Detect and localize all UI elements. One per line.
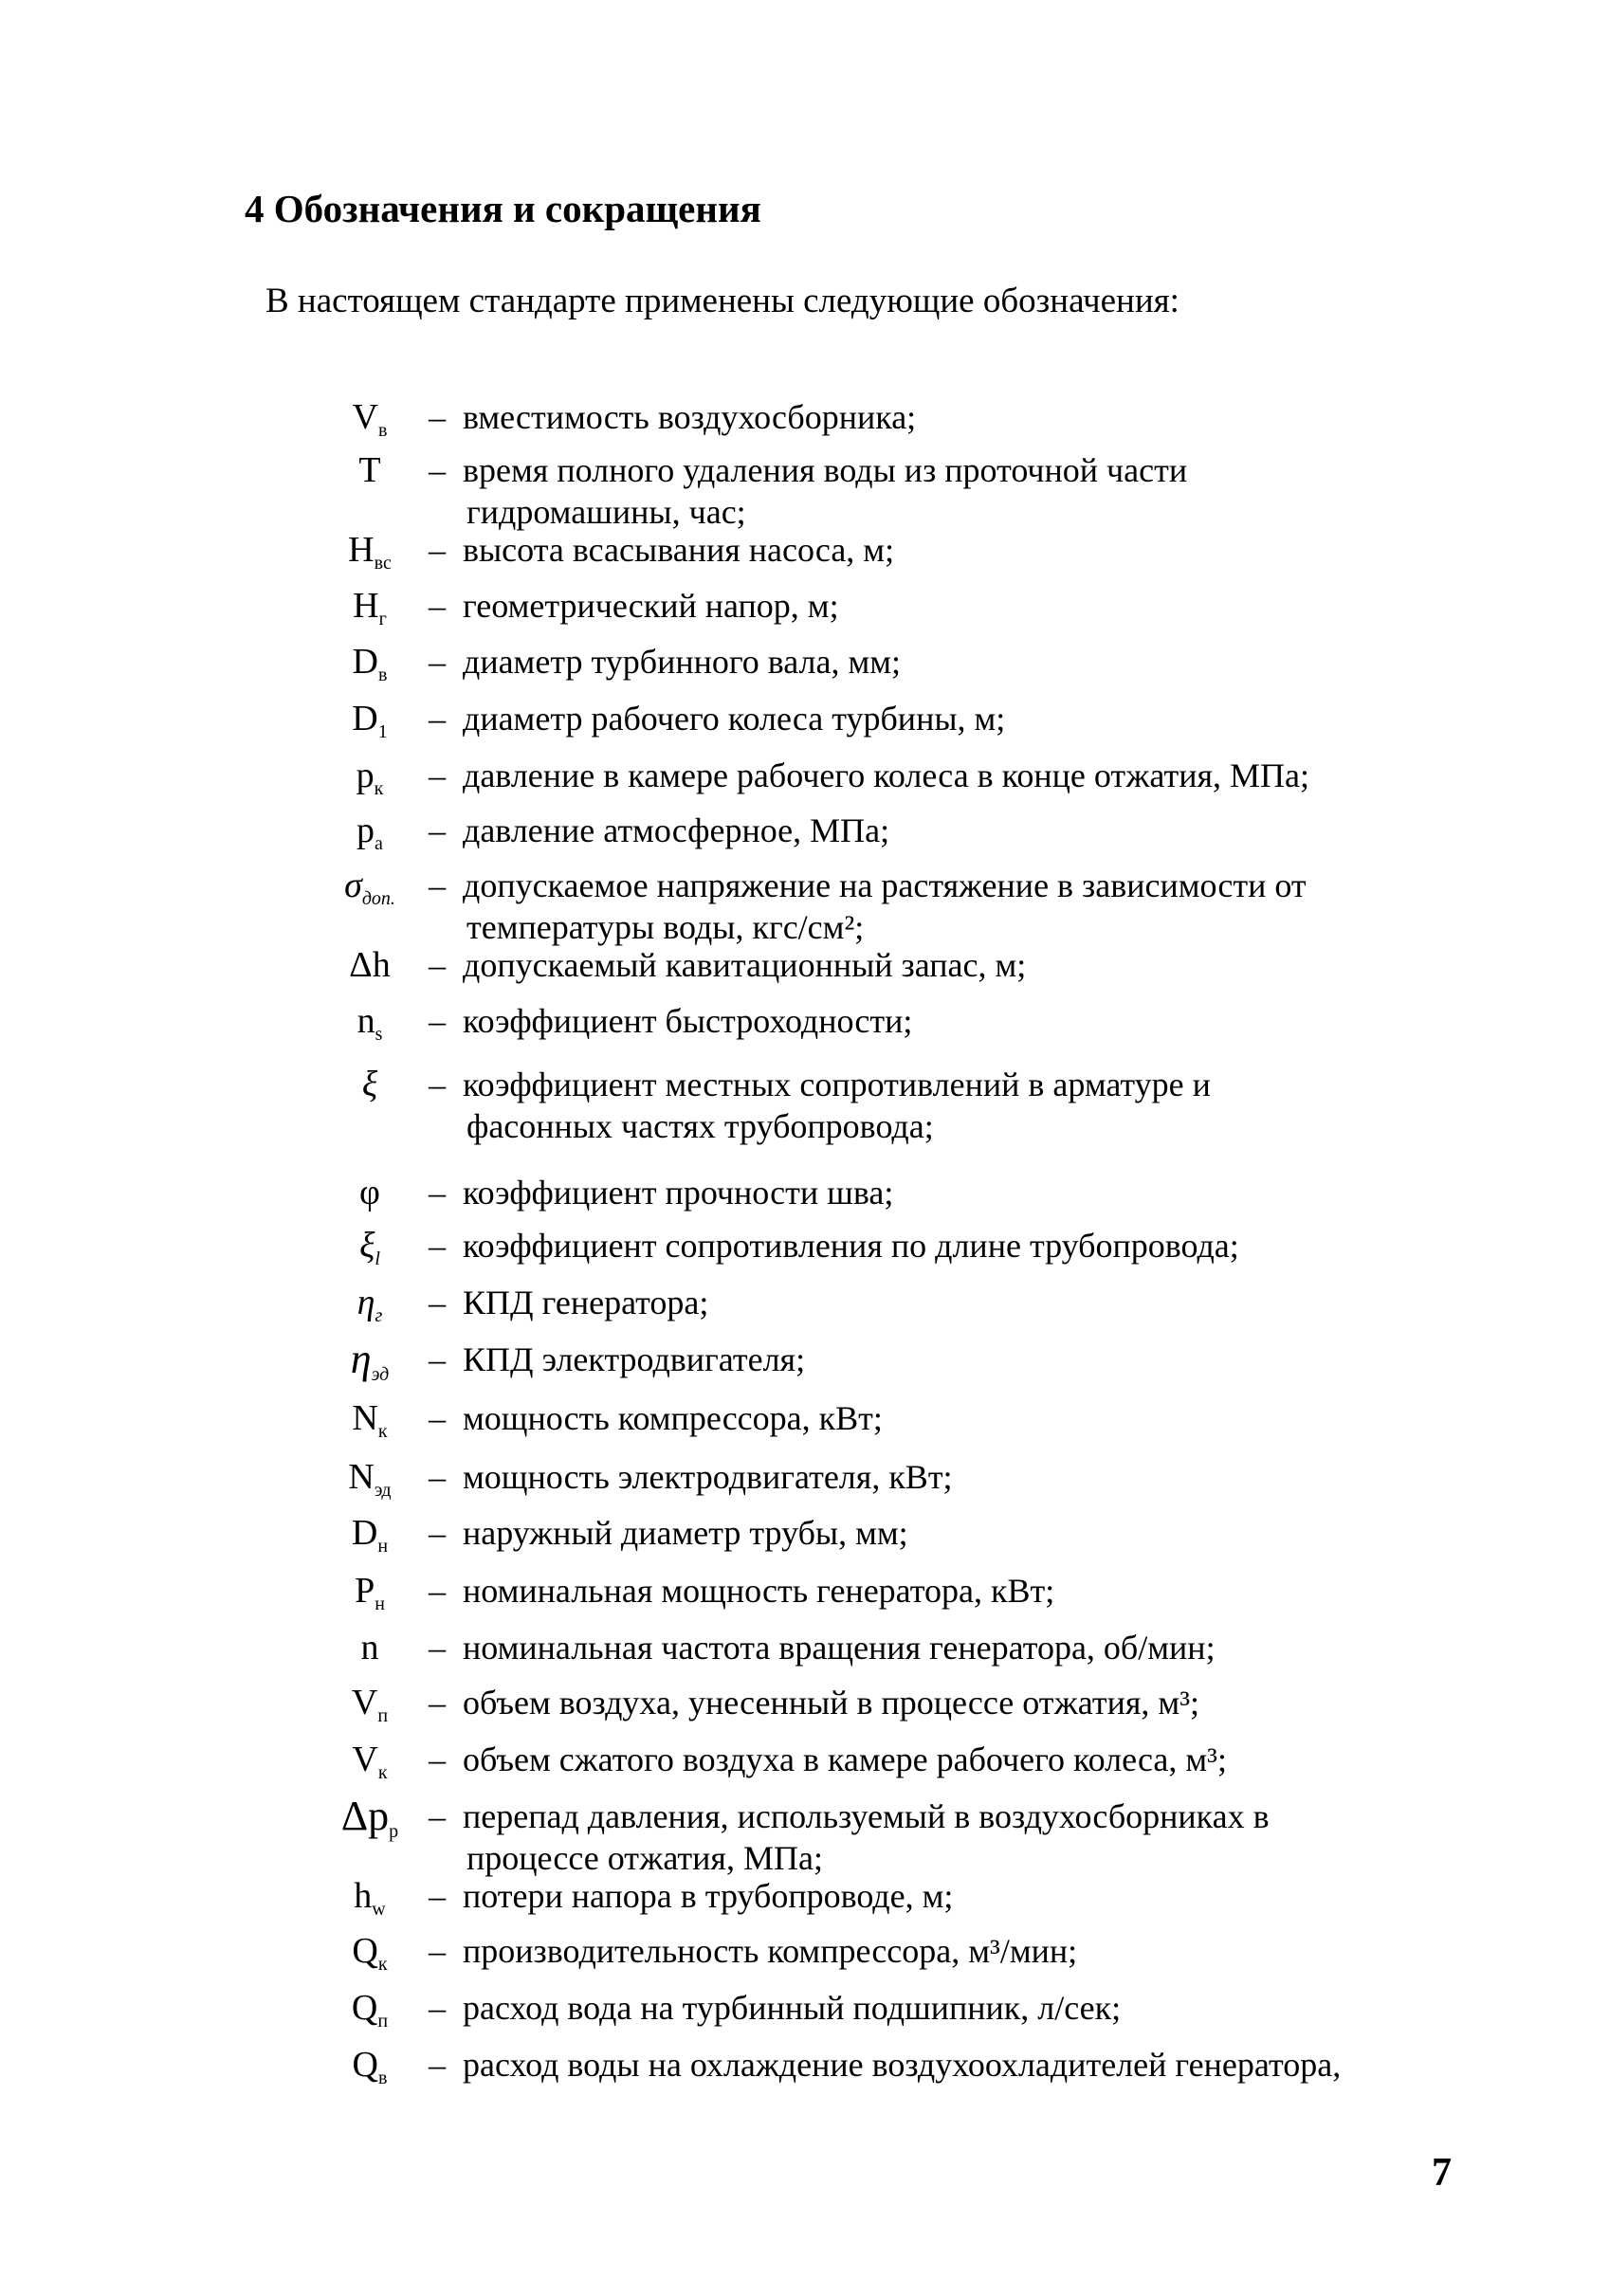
- symbol-definition: [463, 1064, 1468, 1147]
- dash: –: [429, 1797, 446, 1835]
- definition-line: мощность компрессора, кВт;: [463, 1399, 883, 1437]
- dash: –: [429, 1629, 446, 1667]
- dash: –: [429, 1740, 446, 1778]
- definition-line: потери напора в трубопроводе, м;: [463, 1877, 954, 1915]
- dash: –: [429, 1684, 446, 1722]
- symbol-base: V: [352, 1740, 378, 1779]
- definition-line: расход вода на турбинный подшипник, л/сек;: [463, 1989, 1122, 2027]
- definition-line: давление в камере рабочего колеса в конце отжатия, МПа;: [463, 756, 1310, 794]
- symbol-definition: [463, 1875, 1468, 1917]
- symbol-subscript: к: [377, 1421, 388, 1442]
- symbol-subscript: к: [377, 1762, 388, 1783]
- definition-line: коэффициент прочности шва;: [463, 1174, 894, 1212]
- definition-line: коэффициент быстроходности;: [463, 1002, 913, 1040]
- symbol-base: Δh: [349, 945, 391, 985]
- symbol-base: P: [355, 1571, 375, 1611]
- symbol-definition: [463, 1570, 1468, 1612]
- dash: –: [429, 1284, 446, 1321]
- symbol-definition: [463, 1282, 1468, 1323]
- definition-line: перепад давления, используемый в воздухосборниках в: [463, 1797, 1270, 1835]
- symbol-base: H: [353, 586, 379, 626]
- symbol-base: Δp: [340, 1793, 390, 1839]
- symbol-definition: [463, 755, 1468, 796]
- symbol-subscript: s: [375, 1024, 383, 1045]
- symbol-definition: [463, 1000, 1468, 1042]
- symbol-subscript: в: [378, 420, 388, 441]
- symbol-base: n: [357, 1001, 375, 1041]
- dash: –: [429, 1227, 446, 1265]
- definition-line-continued: фасонных частях трубопровода;: [466, 1107, 934, 1145]
- symbol-base: Q: [352, 1931, 378, 1971]
- definition-line: номинальная мощность генератора, кВт;: [463, 1572, 1055, 1610]
- definition-line: расход воды на охлаждение воздухоохладителей генератора,: [463, 2046, 1342, 2084]
- symbol-base: Q: [352, 2045, 378, 2085]
- definition-line: производительность компрессора, м³/мин;: [463, 1932, 1078, 1970]
- symbol-subscript: к: [377, 1954, 388, 1975]
- dash: –: [429, 643, 446, 681]
- dash: –: [429, 398, 446, 436]
- definition-line: объем сжатого воздуха в камере рабочего колеса, м³;: [463, 1740, 1227, 1778]
- symbol-definition: [463, 529, 1468, 571]
- symbol-subscript: п: [377, 2011, 389, 2032]
- dash: –: [429, 700, 446, 738]
- dash: –: [429, 1399, 446, 1437]
- symbol-definition: [463, 944, 1468, 986]
- symbol: [299, 1336, 441, 1385]
- symbol-definition: [463, 1627, 1468, 1668]
- symbol: [299, 755, 441, 799]
- symbol: [299, 449, 441, 491]
- dash: –: [429, 587, 446, 625]
- symbol: [299, 1512, 441, 1557]
- symbol-definition: [463, 449, 1468, 533]
- symbol: [299, 1570, 441, 1612]
- symbol-subscript: п: [377, 1705, 389, 1726]
- symbol-definition: [463, 1987, 1468, 2029]
- dash: –: [429, 1066, 446, 1103]
- symbol-definition: [463, 1682, 1468, 1723]
- dash: –: [429, 1458, 446, 1496]
- dash: –: [429, 1572, 446, 1610]
- symbol-definition: [463, 1739, 1468, 1780]
- symbol-definition: [463, 1795, 1468, 1879]
- definition-line: коэффициент сопротивления по длине трубопровода;: [463, 1227, 1239, 1265]
- symbol-definition: [463, 1512, 1468, 1554]
- symbol: [299, 1225, 441, 1269]
- symbol-base: H: [348, 530, 375, 570]
- symbol-subscript: н: [375, 1594, 385, 1614]
- symbol-subscript: вс: [374, 553, 392, 574]
- symbol: [299, 1456, 441, 1501]
- symbol: [299, 1793, 441, 1842]
- dash: –: [429, 1989, 446, 2027]
- symbol-base: h: [354, 1876, 373, 1916]
- symbol: [299, 529, 441, 574]
- definition-line: допускаемое напряжение на растяжение в зависимости от: [463, 866, 1307, 904]
- symbol-subscript: к: [374, 778, 384, 799]
- symbol: [299, 1397, 441, 1442]
- symbol-base: p: [357, 811, 375, 850]
- symbol-base: σ: [344, 866, 362, 905]
- definition-line-continued: температуры воды, кгс/см²;: [466, 908, 865, 946]
- symbol-subscript: 1: [377, 721, 388, 742]
- definition-line: наружный диаметр трубы, мм;: [463, 1514, 908, 1552]
- definition-line-continued: процессе отжатия, МПа;: [466, 1839, 823, 1877]
- dash: –: [429, 2046, 446, 2084]
- definition-line: КПД электродвигателя;: [463, 1340, 806, 1378]
- dash: –: [429, 866, 446, 904]
- symbol-base: D: [351, 1513, 378, 1553]
- symbol-definition: [463, 1172, 1468, 1213]
- definition-line-continued: гидромашины, час;: [466, 493, 746, 531]
- definition-line: вместимость воздухосборника;: [463, 398, 917, 436]
- symbol-base: n: [360, 1628, 379, 1667]
- symbol: [299, 1987, 441, 2032]
- dash: –: [429, 1877, 446, 1915]
- symbol-subscript: l: [375, 1248, 380, 1269]
- symbol-definition: [463, 585, 1468, 627]
- intro-paragraph: В настоящем стандарте применены следующие обозначения:: [265, 282, 1179, 320]
- symbol: [299, 641, 441, 683]
- symbol-subscript: w: [372, 1899, 386, 1920]
- symbol-definition: [463, 396, 1468, 438]
- symbol: [299, 396, 441, 441]
- symbol-subscript: в: [378, 665, 388, 685]
- symbol: [299, 1739, 441, 1783]
- symbol: [299, 865, 441, 909]
- symbol: [299, 1064, 441, 1105]
- definition-line: допускаемый кавитационный запас, м;: [463, 946, 1027, 984]
- symbol-base: N: [352, 1398, 378, 1438]
- symbol-subscript: эд: [371, 1364, 390, 1385]
- dash: –: [429, 1174, 446, 1212]
- symbol-definition: [463, 1225, 1468, 1266]
- symbol: [299, 1875, 441, 1920]
- symbol-definition: [463, 1456, 1468, 1498]
- definition-line: время полного удаления воды из проточной части: [463, 451, 1188, 489]
- dash: –: [429, 531, 446, 569]
- definition-line: диаметр рабочего колеса турбины, м;: [463, 700, 1006, 738]
- symbol-definition: [463, 865, 1468, 948]
- symbol-definition: [463, 641, 1468, 683]
- symbol: [299, 585, 441, 627]
- symbol-definition: [463, 2044, 1468, 2086]
- page-number: 7: [1432, 2151, 1452, 2195]
- symbol: [299, 2044, 441, 2086]
- symbol-definition: [463, 1930, 1468, 1972]
- dash: –: [429, 451, 446, 489]
- symbol-definition: [463, 810, 1468, 851]
- symbol-base: V: [351, 1683, 378, 1722]
- symbol-subscript: р: [389, 1821, 399, 1842]
- definition-line: объем воздуха, унесенный в процессе отжатия, м³;: [463, 1684, 1199, 1722]
- symbol-base: N: [348, 1457, 375, 1497]
- definition-line: номинальная частота вращения генератора, об/мин;: [463, 1629, 1216, 1667]
- symbol-base: Q: [351, 1988, 378, 2028]
- symbol-base: η: [357, 1283, 375, 1322]
- symbol-subscript: н: [377, 1536, 389, 1557]
- symbol-base: D: [352, 642, 378, 682]
- dash: –: [429, 811, 446, 849]
- definition-line: давление атмосферное, МПа;: [463, 811, 890, 849]
- definition-line: КПД генератора;: [463, 1284, 709, 1321]
- symbol-definition: [463, 698, 1468, 739]
- symbol: [299, 1000, 441, 1045]
- symbol: [299, 1682, 441, 1726]
- dash: –: [429, 1340, 446, 1378]
- dash: –: [429, 1932, 446, 1970]
- dash: –: [429, 946, 446, 984]
- symbol: [299, 1282, 441, 1326]
- symbol-subscript: г: [375, 1305, 383, 1326]
- definition-line: высота всасывания насоса, м;: [463, 531, 895, 569]
- symbol-base: V: [352, 397, 378, 437]
- symbol-base: T: [358, 450, 381, 490]
- symbol: [299, 698, 441, 742]
- symbol-base: η: [350, 1336, 372, 1382]
- dash: –: [429, 1514, 446, 1552]
- section-heading: 4 Обозначения и сокращения: [245, 187, 761, 230]
- symbol-definition: [463, 1339, 1468, 1380]
- symbol-base: ξ: [361, 1065, 378, 1104]
- symbol-subscript: a: [375, 833, 383, 854]
- symbol-subscript: доп.: [361, 888, 395, 909]
- symbol-base: ξ: [359, 1226, 375, 1266]
- definition-line: геометрический напор, м;: [463, 587, 839, 625]
- symbol: [299, 944, 441, 986]
- definition-line: коэффициент местных сопротивлений в арматуре и: [463, 1066, 1211, 1103]
- symbol: [299, 1627, 441, 1668]
- symbol-subscript: г: [378, 609, 387, 629]
- symbol-base: D: [352, 699, 378, 738]
- symbol-definition: [463, 1397, 1468, 1439]
- symbol: [299, 1930, 441, 1975]
- dash: –: [429, 756, 446, 794]
- symbol: [299, 810, 441, 854]
- symbol-subscript: в: [378, 2068, 388, 2088]
- definition-line: мощность электродвигателя, кВт;: [463, 1458, 953, 1496]
- symbol-base: φ: [359, 1173, 380, 1212]
- symbol: [299, 1172, 441, 1213]
- definition-line: диаметр турбинного вала, мм;: [463, 643, 902, 681]
- symbol-subscript: эд: [374, 1480, 392, 1501]
- dash: –: [429, 1002, 446, 1040]
- symbol-base: p: [356, 756, 375, 795]
